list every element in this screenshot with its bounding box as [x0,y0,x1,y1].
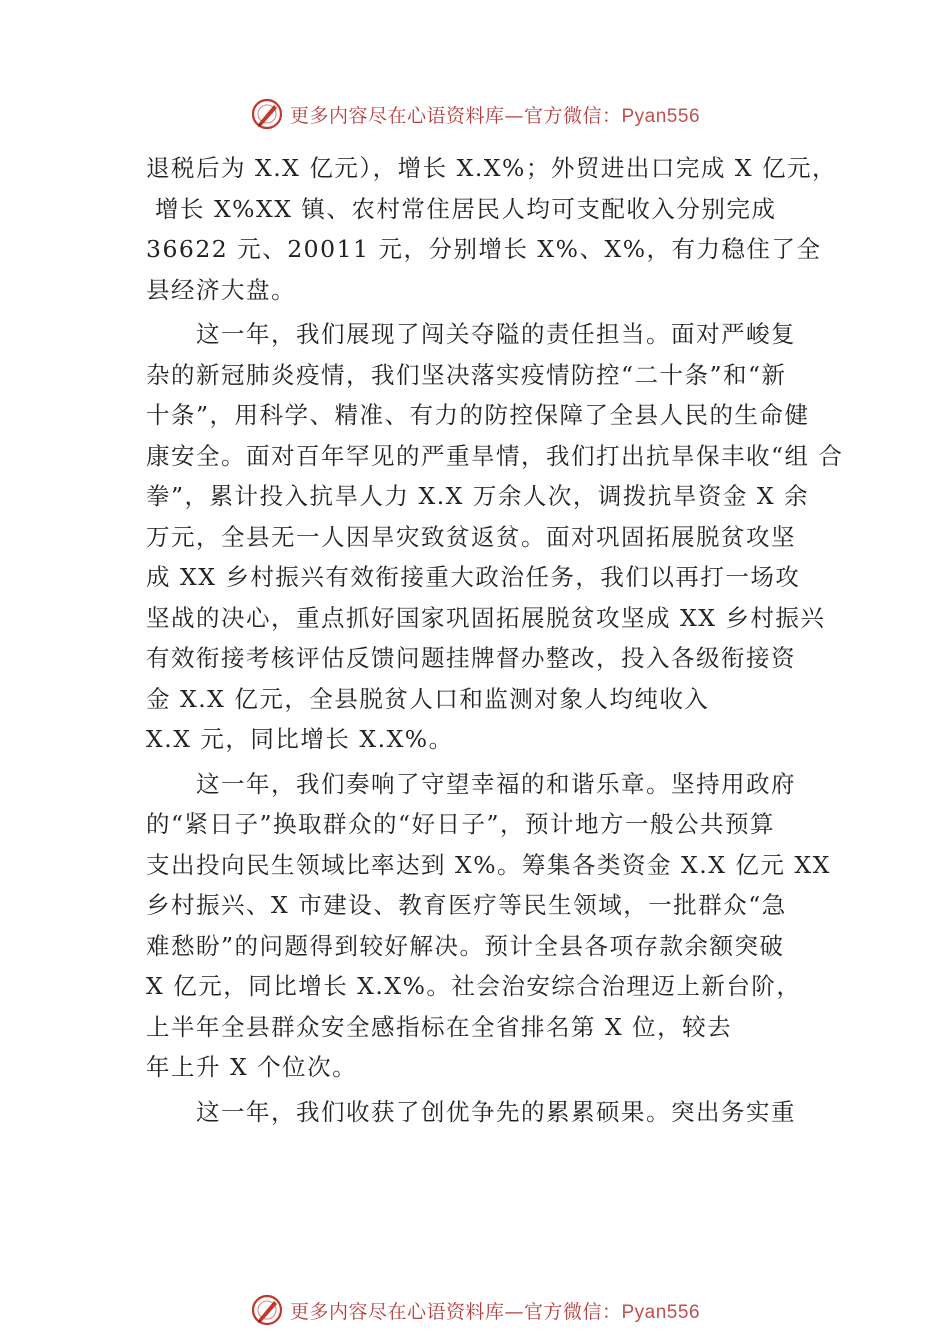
text-line: 金 X.X 亿元，全县脱贫人口和监测对象人均纯收入 [146,684,710,713]
text-line: 这一年，我们展现了闯关夺隘的责任担当。面对严峻复 [196,320,796,348]
text-line: 拳”，累计投入抗旱人力 X.X 万余人次，调拨抗旱资金 X 余 [146,482,810,510]
text-line: 坚战的决心，重点抓好国家巩固拓展脱贫攻坚成 XX 乡村振兴 [146,603,826,632]
document-body [146,148,844,1132]
header-banner-text: 更多内容尽在心语资料库—官方微信：Pyan556 [289,104,701,127]
text-line: X.X 元，同比增长 X.X%。 [146,725,454,753]
text-line: 成 XX 乡村振兴有效衔接重大政治任务，我们以再打一场攻 [146,563,801,591]
text-line: 上半年全县群众安全感指标在全省排名第 X 位，较去 [146,1012,733,1041]
footer-banner-text: 更多内容尽在心语资料库—官方微信：Pyan556 [289,1300,701,1323]
paragraph-2 [146,314,844,760]
text-line: 十条”，用科学、精准、有力的防控保障了全县人民的生命健 [146,401,810,429]
paragraph-1 [146,148,838,310]
pen-logo-icon [250,1293,284,1327]
text-line: X 亿元，同比增长 X.X%。社会治安综合治理迈上新台阶， [146,972,802,1000]
pen-logo-icon [250,97,284,131]
footer-banner [0,1290,950,1330]
text-line: 这一年，我们收获了创优争先的累累硕果。突出务实重 [196,1097,796,1126]
paragraph-4 [146,1092,806,1133]
paragraph-3 [146,764,831,1088]
text-line: 这一年，我们奏响了守望幸福的和谐乐章。坚持用政府 [196,769,796,798]
text-line: 年上升 X 个位次。 [146,1053,358,1081]
text-line: 增长 X%XX 镇、农村常住居民人均可支配收入分别完成 [146,194,777,223]
text-line: 支出投向民生领域比率达到 X%。筹集各类资金 X.X 亿元 XX [146,850,831,879]
text-line: 康安全。面对百年罕见的严重旱情，我们打出抗旱保丰收“组 合 [146,441,844,470]
text-line: 36622 元、20011 元，分别增长 X%、X%，有力稳住了全 [146,235,822,263]
text-line: 退税后为 X.X 亿元），增长 X.X%；外贸进出口完成 X 亿元， [146,154,838,182]
text-line: 乡村振兴、X 市建设、教育医疗等民生领域，一批群众“急 [146,891,787,919]
text-line: 有效衔接考核评估反馈问题挂牌督办整改，投入各级衔接资 [146,644,796,672]
text-line: 杂的新冠肺炎疫情，我们坚决落实疫情防控“二十条”和“新 [146,360,787,389]
header-banner [0,94,950,134]
text-line: 的“紧日子”换取群众的“好日子”，预计地方一般公共预算 [146,810,776,838]
text-line: 县经济大盘。 [146,275,296,304]
text-line: 万元，全县无一人因旱灾致贫返贫。面对巩固拓展脱贫攻坚 [146,522,796,551]
text-line: 难愁盼”的问题得到较好解决。预计全县各项存款余额突破 [146,931,785,960]
